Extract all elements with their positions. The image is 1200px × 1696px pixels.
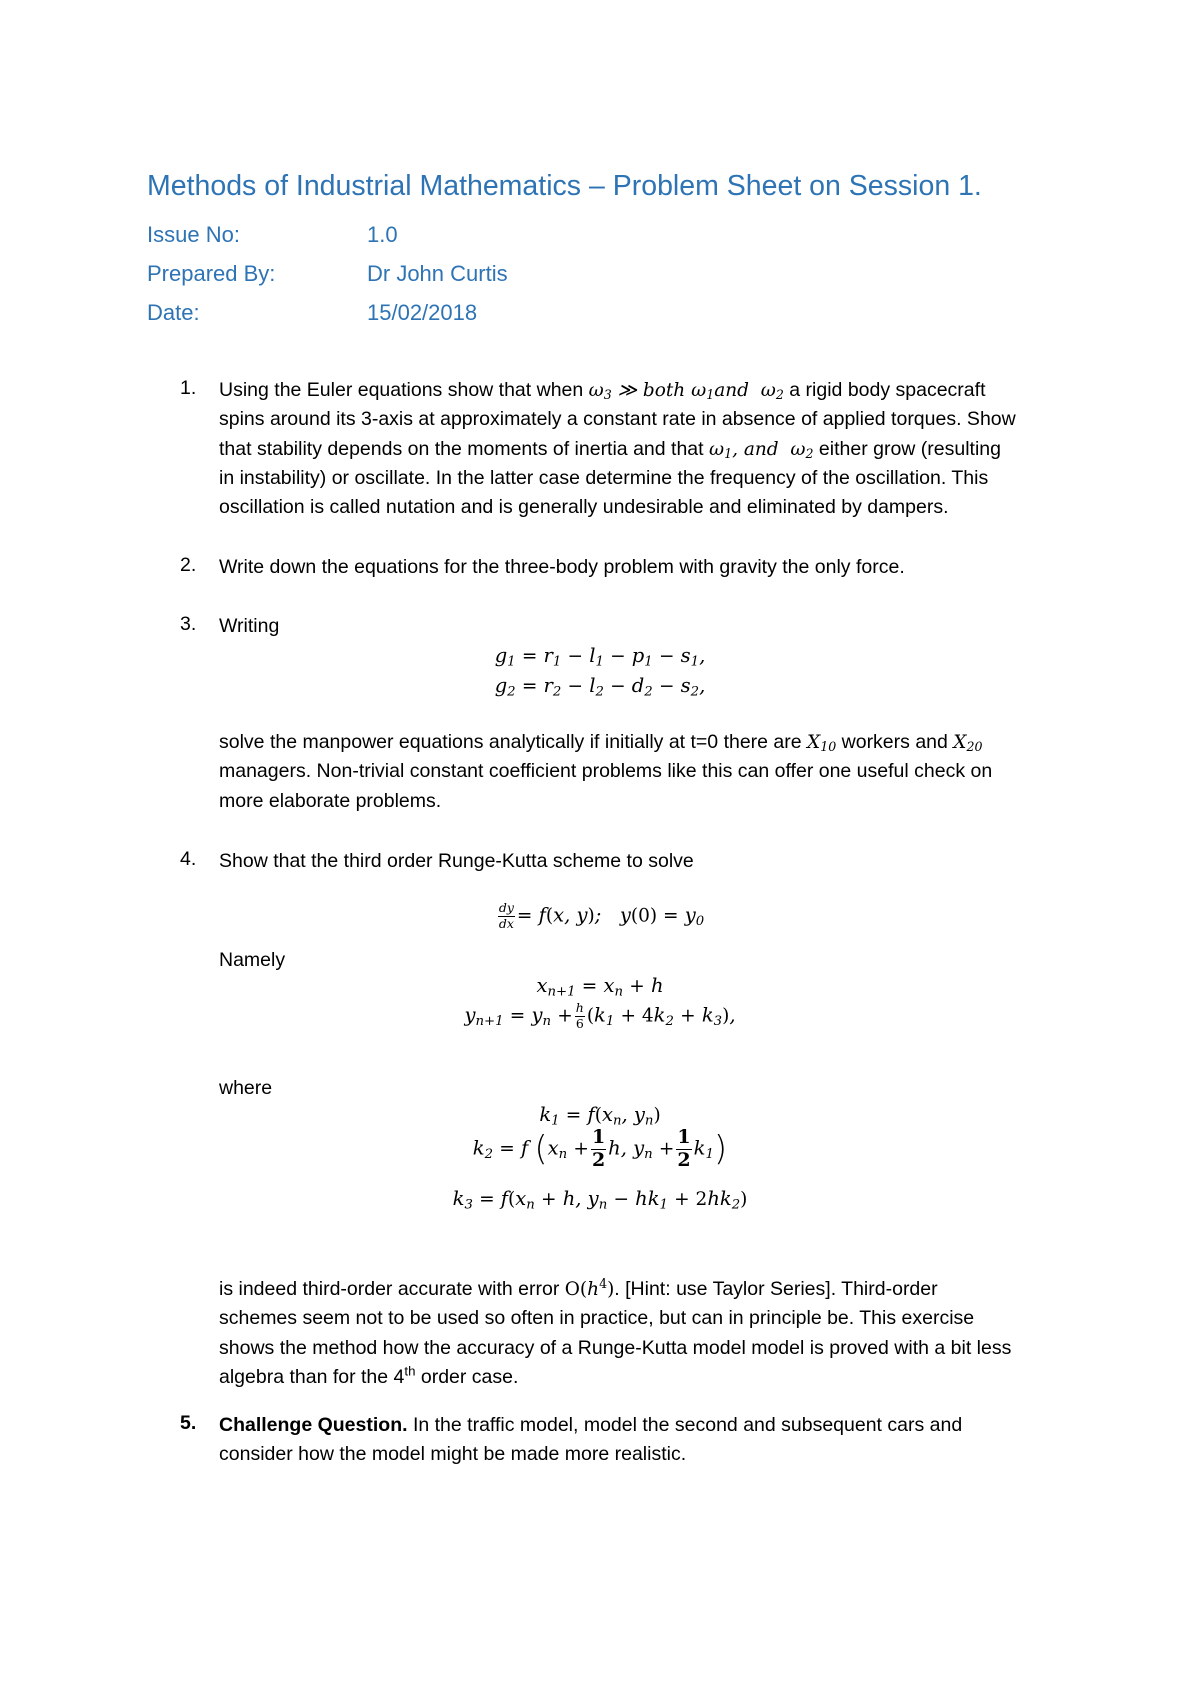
- math-expression: $X_{20}$: [953, 732, 983, 755]
- question-4-text-b: . [Hint: use Taylor Series]. Third-order: [614, 1278, 938, 1300]
- equation-k3: $k_3 = f(x_n + h$, $y_n - hk_1 + 2hk_2$): [452, 1187, 748, 1213]
- question-3-intro: [219, 612, 1069, 641]
- question-3-text-b: workers and: [836, 731, 954, 753]
- equation-g1: $g_1 = r_1 - l_1 - p_1 - s_1$,: [494, 644, 706, 670]
- prepared-by-value: Dr John Curtis: [367, 261, 508, 286]
- date-label: Date:: [147, 300, 200, 325]
- question-4-line: [219, 1275, 1069, 1304]
- issue-label: Issue No:: [147, 222, 240, 247]
- where-label: where: [219, 1077, 273, 1099]
- question-3-line: more elaborate problems.: [219, 789, 442, 812]
- question-1-text-c: that stability depends on the moments of inertia and that: [219, 437, 709, 460]
- question-2-text: [219, 553, 1069, 582]
- equation-g2: $g_2 = r_2 - l_2 - d_2 - s_2$,: [494, 674, 706, 700]
- prepared-by-label: Prepared By:: [147, 261, 276, 286]
- question-5-number: 5.: [180, 1412, 197, 1434]
- math-expression: $X_{10}$: [807, 732, 837, 755]
- question-4-namely: [219, 946, 1069, 975]
- question-5-text-a: In the traffic model, model the second and subsequent cars and: [407, 1414, 963, 1436]
- page-title: Methods of Industrial Mathematics – Problem Sheet on Session 1.: [147, 170, 982, 202]
- question-1-line: spins around its 3-axis at approximately a constant rate in absence of applied torques. Show: [219, 408, 1016, 431]
- date-value: 15/02/2018: [367, 300, 478, 325]
- question-1-line: oscillation is called nutation and is generally undesirable and eliminated by dampers.: [219, 496, 949, 519]
- question-4-text-a: is indeed third-order accurate with error: [219, 1278, 565, 1300]
- question-4-intro-line: Show that the third order Runge-Kutta scheme to solve: [219, 850, 694, 872]
- question-4-where: [219, 1074, 1069, 1103]
- superscript-th: th: [404, 1363, 416, 1379]
- question-1-number: 1.: [180, 377, 197, 399]
- equation-ode: $\frac{dy}{dx}$ = f(x, y); $y(0) = y_0$: [498, 900, 705, 931]
- question-3-intro-line: Writing: [219, 615, 280, 637]
- question-1-text-a: Using the Euler equations show that when: [219, 379, 589, 401]
- question-1-text-b: a rigid body spacecraft: [783, 379, 986, 401]
- question-4-number: 4.: [180, 848, 197, 870]
- question-1-line: [219, 435, 1069, 464]
- namely-label: Namely: [219, 949, 286, 971]
- question-4-intro: [219, 847, 1069, 876]
- question-4-text: [219, 1275, 1069, 1392]
- question-5-text: [219, 1411, 1069, 1470]
- question-4-text-d: order case.: [415, 1365, 519, 1388]
- math-expression: $\omega_3$ ≫ both $\omega_1and$ $\omega_2$: [588, 380, 784, 403]
- issue-value: 1.0: [367, 222, 398, 247]
- question-2-line: Write down the equations for the three-body problem with gravity the only force.: [219, 556, 905, 578]
- question-3-line: managers. Non-trivial constant coefficient problems like this can offer one useful check on: [219, 760, 993, 783]
- question-3-line: [219, 728, 1069, 757]
- equation-k1: $k_1 = f(x_n$, $y_n$): [539, 1103, 661, 1129]
- question-3-text-a: solve the manpower equations analytically if initially at t=0 there are: [219, 731, 808, 753]
- challenge-question-label: Challenge Question.: [219, 1414, 408, 1436]
- question-4-line: shows the method how the accuracy of a Runge-Kutta model model is proved with a bit less: [219, 1336, 1012, 1359]
- question-1-line: [219, 376, 1069, 405]
- question-1-text-d: either grow (resulting: [813, 437, 1001, 460]
- question-5-line: consider how the model might be made more realistic.: [219, 1443, 687, 1466]
- question-4-line: [219, 1363, 1069, 1392]
- question-5-line: [219, 1411, 1069, 1440]
- equation-x-step: $x_{n+1} = x_n + h$: [536, 974, 664, 1000]
- equation-y-step: $y_{n+1} = y_n$ + $\frac{h}{6}$ $(k_1 + 4k_2 + k_3)$,: [464, 1000, 736, 1031]
- question-3-number: 3.: [180, 613, 197, 635]
- equation-k2: $k_2 = f$ ($x_n$ + $\frac{1}{2}$ h, $y_n$ + $\frac{1}{2}$ $k_1$): [472, 1126, 728, 1171]
- math-expression: $O(h^4)$: [564, 1276, 615, 1300]
- question-2-number: 2.: [180, 554, 197, 576]
- question-4-line: schemes seem not to be used so often in practice, but can in principle be. This exercise: [219, 1307, 975, 1330]
- question-1-line: in instability) or oscillate. In the latter case determine the frequency of the oscillation. This: [219, 466, 989, 489]
- math-expression: $\omega_1$, and $\omega_2$: [708, 438, 814, 461]
- question-4-text-c: algebra than for the 4: [219, 1365, 405, 1388]
- question-3-text: [219, 728, 1069, 816]
- question-1-text: [219, 376, 1069, 522]
